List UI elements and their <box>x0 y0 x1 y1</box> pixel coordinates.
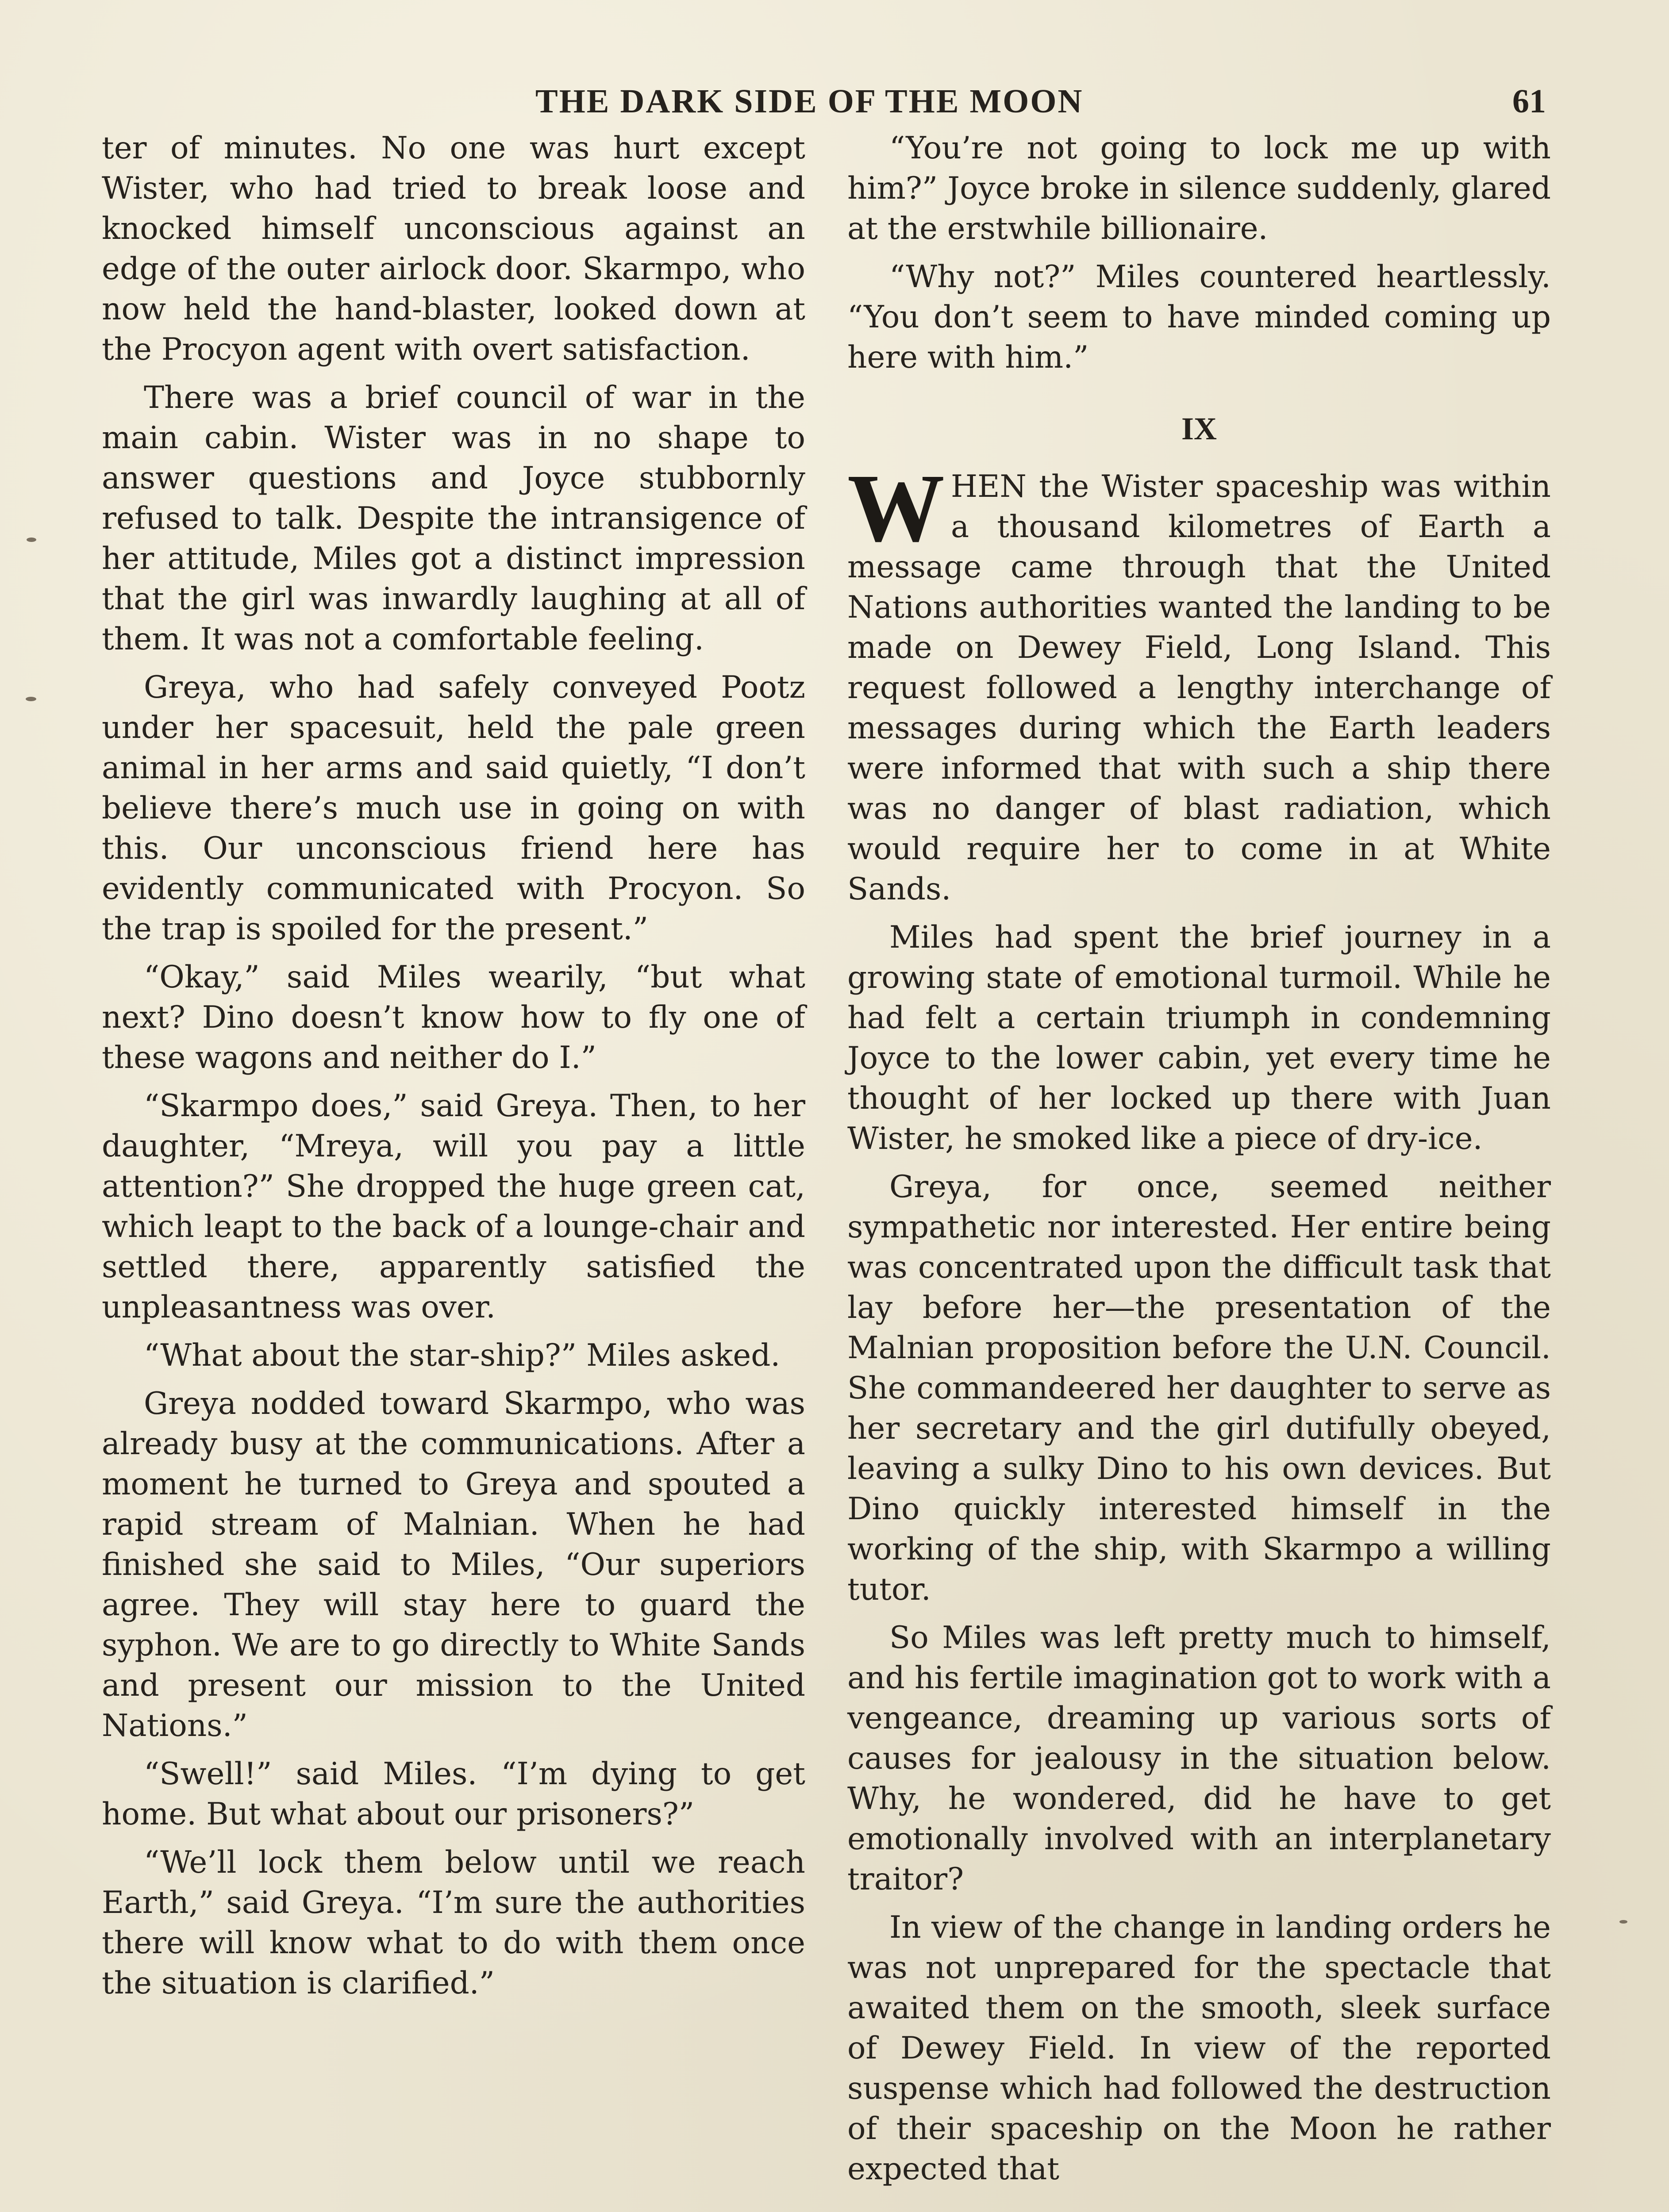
running-title: THE DARK SIDE OF THE MOON <box>535 83 1084 120</box>
left-column <box>102 128 805 2012</box>
print-speck <box>1619 1920 1627 1924</box>
paragraph: “Skarmpo does,” said Greya. Then, to her daughter, “Mreya, will you pay a little attention?” She dropped the huge green cat, which leapt to the back of a lounge-chair and settled there, apparently satisfied the unpleasantness was over. <box>102 1088 805 1325</box>
opening-text: HEN the Wister spaceship was within a thousand kilometres of Earth a message came through that the United Nations authorities wanted the landing to be made on Dewey Field, Long Island. This request followed a lengthy interchange of messages during which the Earth leaders were informed that with such a ship there was no danger of blast radiation, which would require her to come in at White Sands. <box>847 469 1551 907</box>
paragraph: So Miles was left pretty much to himself, and his fertile imagination got to work with a vengeance, dreaming up various sorts of causes for jealousy in the situation below. Why, he wondered, did he have to get emotionally involved with an interplanetary traitor? <box>847 1620 1551 1897</box>
print-speck <box>26 697 36 701</box>
paragraph: Miles had spent the brief journey in a growing state of emotional turmoil. While he had felt a certain triumph in condemning Joyce to the lower cabin, yet every time he thought of her locked up there with Juan Wister, he smoked like a piece of dry-ice. <box>847 920 1551 1156</box>
paragraph: In view of the change in landing orders he was not unprepared for the spectacle that awaited them on the smooth, sleek surface of Dewey Field. In view of the reported suspense which had followed the destruction of their spaceship on the Moon he rather expected that <box>847 1910 1551 2187</box>
chapter-number: IX <box>1181 411 1217 446</box>
paragraph: Greya, for once, seemed neither sympathetic nor interested. Her entire being was concentrated upon the difficult task that lay before her—the presentation of the Malnian proposition before the U.N. Council. She commandeered her daughter to serve as her secretary and the girl dutifully obeyed, leaving a sulky Dino to his own devices. But Dino quickly interested himself in the working of the ship, with Skarmpo a willing tutor. <box>847 1169 1551 1607</box>
page-number: 61 <box>1512 83 1546 120</box>
paragraph: “What about the star-ship?” Miles asked. <box>144 1338 781 1373</box>
paragraph: “Swell!” said Miles. “I’m dying to get home. But what about our prisoners?” <box>102 1756 805 1832</box>
paragraph: Greya nodded toward Skarmpo, who was already busy at the communications. After a moment he turned to Greya and spouted a rapid stream of Malnian. When he had finished she said to Miles, “Our superiors agree. They will stay here to guard the syphon. We are to go directly to White Sands and present our mission to the United Nations.” <box>102 1386 805 1743</box>
paragraph: “Why not?” Miles countered heartlessly. “You don’t seem to have minded coming up here with him.” <box>847 259 1551 375</box>
right-column <box>847 128 1551 2197</box>
drop-cap: W <box>847 454 945 562</box>
paragraph: “Okay,” said Miles wearily, “but what next? Dino doesn’t know how to fly one of these wagons and neither do I.” <box>102 960 805 1075</box>
paragraph: “You’re not going to lock me up with him?” Joyce broke in silence suddenly, glared at the erstwhile billionaire. <box>847 131 1551 246</box>
paragraph: ter of minutes. No one was hurt except Wister, who had tried to break loose and knocked himself unconscious against an edge of the outer airlock door. Skarmpo, who now held the hand-blaster, looked down at the Procyon agent with overt satisfaction. <box>102 131 805 367</box>
paragraph: Greya, who had safely conveyed Pootz under her spacesuit, held the pale green animal in her arms and said quietly, “I don’t believe there’s much use in going on with this. Our unconscious friend here has evidently communicated with Procyon. So the trap is spoiled for the present.” <box>102 670 805 947</box>
paragraph: “We’ll lock them below until we reach Earth,” said Greya. “I’m sure the authorities there will know what to do with them once the situation is clarified.” <box>102 1845 805 2001</box>
paragraph: There was a brief council of war in the main cabin. Wister was in no shape to answer questions and Joyce stubbornly refused to talk. Despite the intransigence of her attitude, Miles got a distinct impression that the girl was inwardly laughing at all of them. It was not a comfortable feeling. <box>102 380 805 657</box>
chapter-opening-paragraph <box>847 454 1551 910</box>
print-speck <box>27 538 36 542</box>
